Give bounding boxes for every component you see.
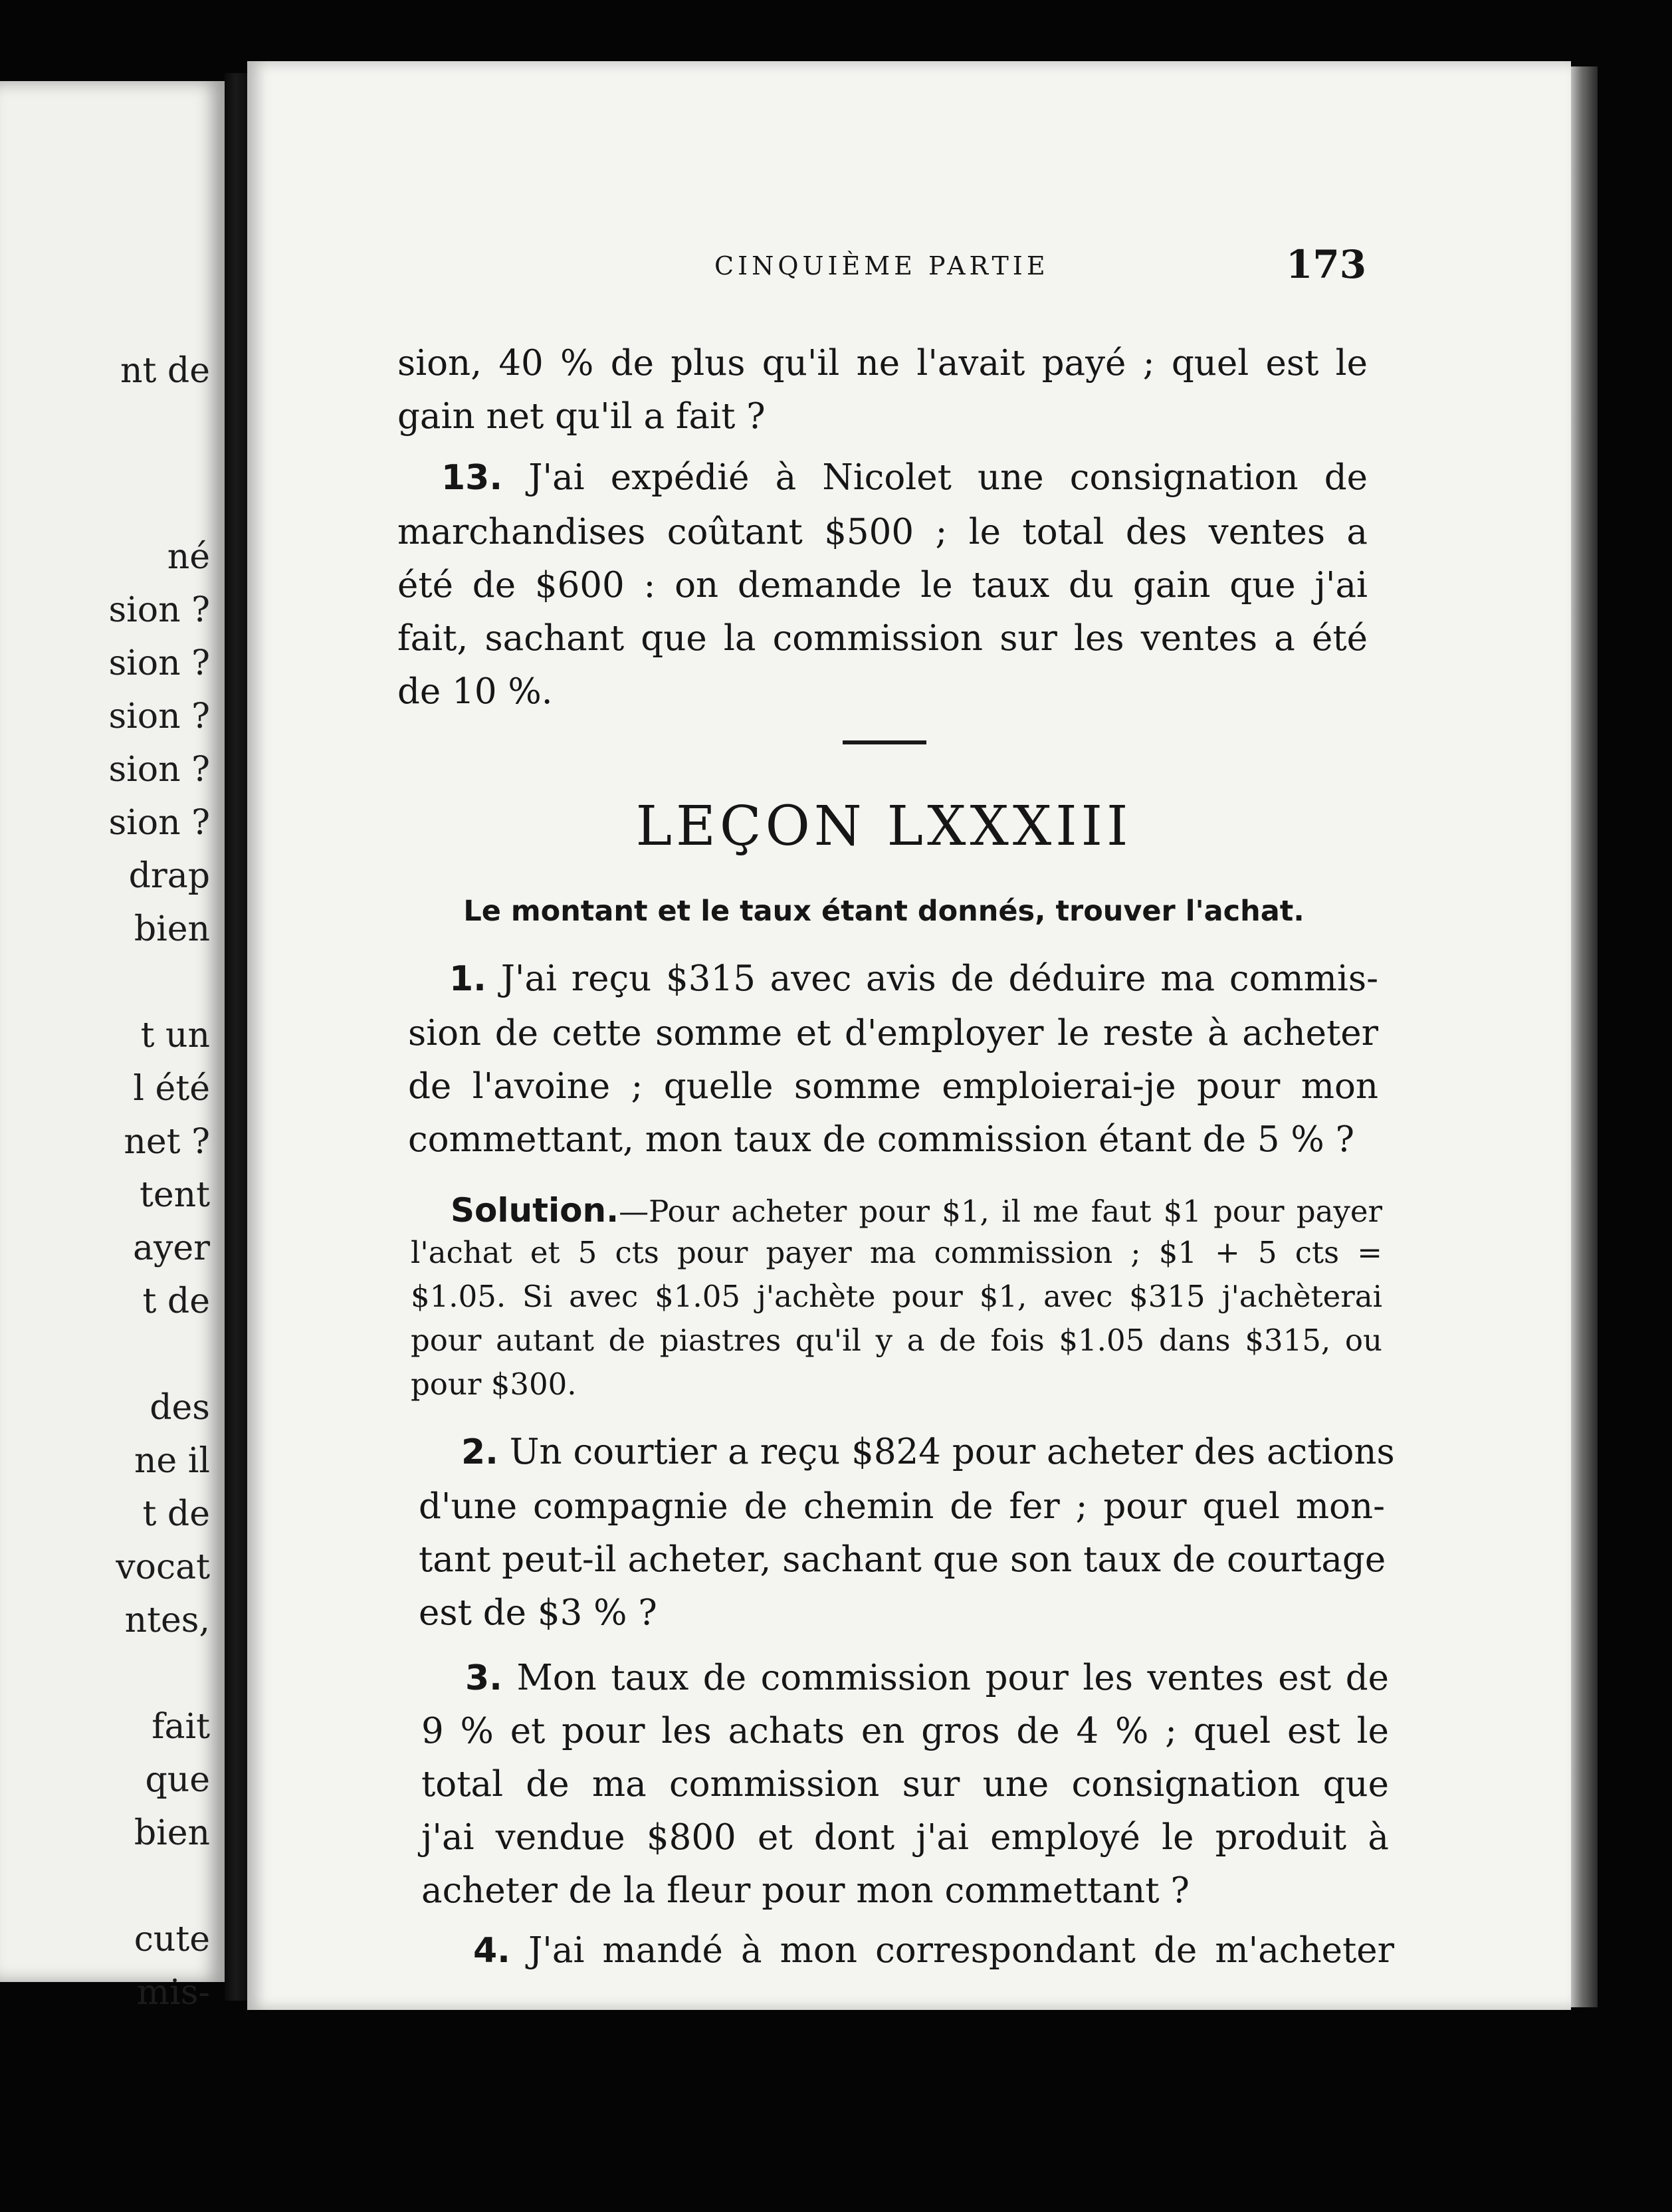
problem-4-first-line bbox=[473, 1930, 1394, 1971]
left-line: sion ? bbox=[108, 750, 210, 790]
text-line: tant peut-il acheter, sachant que son taux de courtage bbox=[419, 1539, 1386, 1580]
left-line: ntes, bbox=[124, 1601, 210, 1640]
left-line: fait bbox=[152, 1707, 210, 1747]
running-head: CINQUIÈME PARTIE bbox=[714, 251, 1049, 280]
problem-3-first-line bbox=[465, 1660, 1389, 1696]
text-line: est de $3 % ? bbox=[419, 1593, 657, 1633]
left-line: net ? bbox=[124, 1122, 210, 1162]
text-line: pour autant de piastres qu'il y a de fois $1.05 dans $315, ou bbox=[411, 1323, 1382, 1358]
page-edge bbox=[1571, 66, 1598, 2007]
problem-number: 13. bbox=[441, 458, 503, 498]
text-line: commettant, mon taux de commission étant de 5 % ? bbox=[408, 1119, 1355, 1160]
page-number: 173 bbox=[1286, 242, 1367, 287]
problem-number: 3. bbox=[465, 1658, 502, 1698]
left-line: mis- bbox=[136, 1973, 210, 2013]
text-line: été de $600 : on demande le taux du gain que j'ai bbox=[397, 565, 1368, 606]
text-line: marchandises coûtant $500 ; le total des ventes a bbox=[397, 512, 1368, 552]
left-line: sion ? bbox=[108, 590, 210, 630]
text-line: sion de cette somme et d'employer le reste à acheter bbox=[408, 1013, 1378, 1053]
problem-text: Un courtier a reçu $824 pour acheter des actions bbox=[509, 1432, 1395, 1472]
left-line: que bbox=[145, 1760, 210, 1800]
section-divider bbox=[843, 740, 926, 744]
problem-number: 2. bbox=[461, 1432, 498, 1472]
left-line: t de bbox=[142, 1494, 210, 1534]
solution-label: Solution. bbox=[451, 1191, 619, 1230]
text-line: l'achat et 5 cts pour payer ma commission ; $1 + 5 cts = bbox=[411, 1235, 1382, 1270]
left-line: sion ? bbox=[108, 697, 210, 736]
left-line: ne il bbox=[134, 1441, 210, 1481]
lesson-subtitle: Le montant et le taux étant donnés, trouver l'achat. bbox=[463, 895, 1305, 928]
problem-text: J'ai expédié à Nicolet une consignation de bbox=[528, 457, 1368, 498]
left-line: vocat bbox=[116, 1547, 210, 1587]
solution-first-line bbox=[451, 1191, 1382, 1230]
text-line: acheter de la fleur pour mon commettant ? bbox=[421, 1870, 1190, 1911]
text-line: 9 % et pour les achats en gros de 4 % ; quel est le bbox=[421, 1711, 1389, 1751]
problem-1-first-line bbox=[449, 958, 1378, 999]
text-line: d'une compagnie de chemin de fer ; pour quel mon- bbox=[419, 1486, 1385, 1527]
left-line: tent bbox=[139, 1175, 210, 1215]
text-line: pour $300. bbox=[411, 1367, 577, 1402]
lesson-title: LEÇON LXXXIII bbox=[635, 795, 1132, 858]
problem-2-first-line bbox=[461, 1432, 1395, 1472]
left-line: l été bbox=[133, 1069, 210, 1109]
left-line: t un bbox=[140, 1016, 210, 1055]
left-line: drap bbox=[128, 856, 210, 896]
text-line: $1.05. Si avec $1.05 j'achète pour $1, avec $315 j'achèterai bbox=[411, 1279, 1382, 1314]
left-line: né bbox=[167, 537, 210, 577]
text-line: gain net qu'il a fait ? bbox=[397, 396, 766, 437]
left-line: des bbox=[150, 1388, 210, 1428]
text-line: sion, 40 % de plus qu'il ne l'avait payé ; quel est le bbox=[397, 343, 1368, 384]
left-line: sion ? bbox=[108, 643, 210, 683]
problem-number: 1. bbox=[449, 959, 486, 999]
text-line: fait, sachant que la commission sur les ventes a été bbox=[397, 618, 1368, 659]
left-line: nt de bbox=[120, 351, 210, 391]
text-line: de l'avoine ; quelle somme emploierai-je pour mon bbox=[408, 1066, 1378, 1107]
left-line: bien bbox=[134, 909, 210, 949]
solution-text: —Pour acheter pour $1, il me faut $1 pour payer bbox=[619, 1194, 1382, 1229]
problem-text: Mon taux de commission pour les ventes est de bbox=[516, 1658, 1389, 1698]
left-line: cute bbox=[134, 1920, 210, 1959]
problem-text: J'ai reçu $315 avec avis de déduire ma commis- bbox=[500, 958, 1378, 999]
text-line: j'ai vendue $800 et dont j'ai employé le produit à bbox=[421, 1817, 1389, 1858]
left-page bbox=[0, 81, 225, 2013]
left-line: bien bbox=[134, 1813, 210, 1853]
left-line: ayer bbox=[132, 1228, 210, 1268]
left-line: t de bbox=[142, 1281, 210, 1321]
problem-13-first-line bbox=[441, 457, 1368, 498]
left-line: sion ? bbox=[108, 803, 210, 843]
text-line: de 10 %. bbox=[397, 671, 553, 712]
problem-text: J'ai mandé à mon correspondant de m'acheter bbox=[528, 1930, 1394, 1971]
problem-number: 4. bbox=[473, 1931, 510, 1971]
text-line: total de ma commission sur une consignation que bbox=[421, 1764, 1389, 1805]
